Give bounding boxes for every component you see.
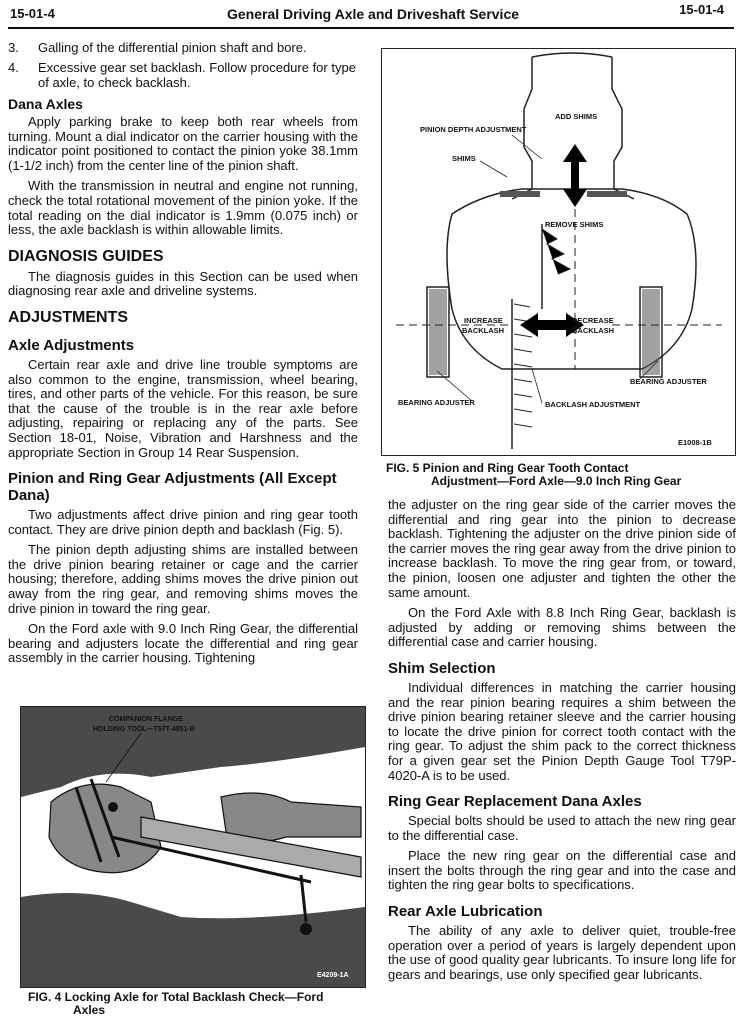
- list-item: 3. Galling of the differential pinion shaft and bore.: [8, 40, 307, 55]
- pinion-ring-gear-heading: Pinion and Ring Gear Adjustments (All Except Dana): [8, 470, 337, 505]
- dana-axles-heading: Dana Axles: [8, 96, 83, 112]
- figure-5-diagram: [381, 48, 736, 456]
- axle-holding-tool-illustration: [21, 707, 365, 987]
- label-increase-2: BACKLASH: [462, 326, 505, 335]
- paragraph: the adjuster on the ring gear side of the carrier moves the differential and ring gear into the pinion to decrease backlash. Tightening the adjuster on the drive pinion side of the carrier moves the ring gear away from the drive pinion to increase backlash. To move the ring gear from, or toward, the pinion, loosen one adjuster and tighten the other the same amount.: [388, 497, 736, 600]
- ring-gear-illustration: [382, 49, 735, 455]
- paragraph: With the transmission in neutral and engine not running, check the total rotational movement of the pinion yoke. If the total reading on the dial indicator is 1.9mm (0.075 inch) or less, the axle backlash is within allowable limits.: [8, 178, 358, 238]
- right-column: [388, 498, 736, 988]
- label-add-shims: ADD SHIMS: [555, 112, 598, 121]
- axle-adjustments-heading: Axle Adjustments: [8, 336, 135, 354]
- list-item: 4. Excessive gear set backlash. Follow procedure for type of axle, to check backlash.: [8, 60, 356, 90]
- figure-4-photo: [20, 706, 366, 988]
- label-flange-1: COMPANION FLANGE: [109, 716, 183, 723]
- shim-selection-heading: Shim Selection: [388, 659, 496, 677]
- page-title: General Driving Axle and Driveshaft Service: [226, 6, 520, 22]
- label-pinion-depth: PINION DEPTH ADJUSTMENT: [420, 125, 527, 134]
- label-backlash-adjustment: BACKLASH ADJUSTMENT: [545, 400, 641, 409]
- paragraph: The ability of any axle to deliver quiet, trouble-free operation over a period of years is largely dependent upon the use of good quality gear lubricants. To insure long life for gears and bearings, use only specified gear lubricants.: [388, 923, 736, 982]
- paragraph: Certain rear axle and drive line trouble symptoms are also common to the engine, transmission, wheel bearing, tires, and other parts of the vehicle. For this reason, be sure that the cause of the trouble is in the rear axle before adjusting, repairing or replacing any of the parts. See Section 18-01, Noise, Vibration and Harshness and the appropriate Section in Group 14 Rear Suspension.: [8, 356, 358, 460]
- header-rule: [8, 27, 734, 29]
- page-header: [0, 0, 746, 30]
- paragraph: On the Ford axle with 9.0 Inch Ring Gear, the differential bearing and adjusters locate the differential and ring gear assembly in the carrier housing. Tightening: [8, 621, 358, 666]
- ring-gear-replacement-heading: Ring Gear Replacement Dana Axles: [388, 793, 642, 811]
- label-decrease-2: BACKLASH: [572, 326, 615, 335]
- paragraph: Two adjustments affect drive pinion and ring gear tooth contact. They are drive pinion depth and backlash (Fig. 5).: [8, 507, 358, 537]
- adjustments-heading: ADJUSTMENTS: [8, 308, 129, 326]
- left-column: [8, 40, 358, 672]
- paragraph: Individual differences in matching the carrier housing and the rear pinion bearing requires a shim between the drive pinion bearing retainer sleeve and the carrier housing to locate the drive pinion for correct tooth contact with the ring gear. To adjust the shim pack to the correct thickness for a given gear set the Pinion Depth Gauge Tool T79P-4020-A is to be used.: [388, 679, 736, 783]
- label-remove-shims: REMOVE SHIMS: [545, 220, 604, 229]
- label-increase-1: INCREASE: [464, 316, 503, 325]
- paragraph: Place the new ring gear on the differential case and insert the bolts through the ring gear and into the case and tighten the ring gear bolts to specifications.: [388, 848, 736, 893]
- figure-5-caption: FIG. 5 Pinion and Ring Gear Tooth Contact Adjustment—Ford Axle—9.0 Inch Ring Gear: [386, 461, 682, 488]
- diagnosis-guides-heading: DIAGNOSIS GUIDES: [8, 247, 164, 265]
- paragraph: The pinion depth adjusting shims are installed between the drive pinion bearing retainer or cage and the carrier housing; therefore, adding shims moves the drive pinion out away from the ring gear, and removing shims moves the drive pinion in toward the ring gear.: [8, 542, 358, 616]
- rear-axle-lubrication-heading: Rear Axle Lubrication: [388, 903, 543, 921]
- figure-code: E1008-1B: [678, 438, 712, 447]
- paragraph: Special bolts should be used to attach the new ring gear to the differential case.: [388, 813, 736, 843]
- figure-4-caption: FIG. 4 Locking Axle for Total Backlash Check—Ford Axles: [28, 990, 324, 1017]
- paragraph: On the Ford Axle with 8.8 Inch Ring Gear, backlash is adjusted by adding or removing shims between the differential case and carrier housing.: [388, 605, 736, 650]
- label-decrease-1: DECREASE: [572, 316, 614, 325]
- page-number-left: 15-01-4: [10, 6, 55, 21]
- label-flange-2: HOLDING TOOL—T57T-4851-B: [93, 726, 195, 733]
- paragraph: The diagnosis guides in this Section can be used when diagnosing rear axle and driveline systems.: [8, 268, 358, 299]
- figure-code: E4209-1A: [317, 972, 349, 979]
- page-number-right: 15-01-4: [679, 2, 724, 17]
- label-bearing-adjuster-left: BEARING ADJUSTER: [398, 398, 475, 407]
- label-shims: SHIMS: [452, 154, 476, 163]
- label-bearing-adjuster-right: BEARING ADJUSTER: [630, 377, 707, 386]
- paragraph: Apply parking brake to keep both rear wheels from turning. Mount a dial indicator on the carrier housing with the indicator point positioned to contact the pinion yoke 38.1mm (1-1/2 inch) from the center line of the pinion shaft.: [8, 114, 358, 173]
